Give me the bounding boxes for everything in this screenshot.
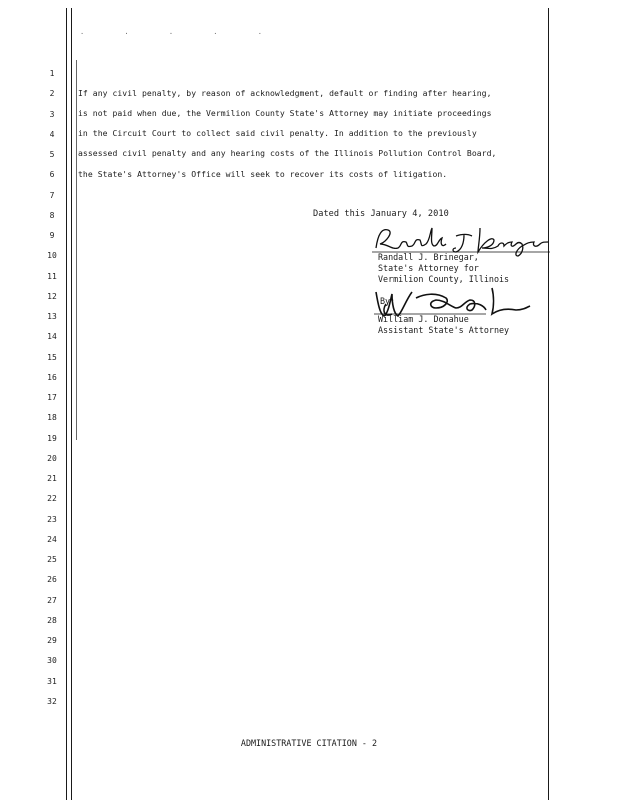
line-number: 7	[49, 190, 55, 200]
line-number: 22	[47, 494, 57, 504]
line-number: 16	[47, 372, 57, 382]
line-number: 13	[47, 312, 57, 321]
sig-assistant-name: William J. Donahue	[378, 314, 469, 324]
body-line-5: assessed civil penalty and any hearing costs of the Illinois Pollution Control Board,	[78, 148, 497, 158]
line-number: 11	[47, 271, 57, 281]
body-line-4: in the Circuit Court to collect said civil penalty. In addition to the previously	[78, 128, 477, 138]
body-line-6: the State's Attorney's Office will seek to recover its costs of litigation.	[78, 169, 448, 179]
line-number: 25	[47, 555, 57, 564]
body-line-2: If any civil penalty, by reason of acknowledgment, default or finding after hearing,	[78, 88, 492, 98]
sig-name: Randall J. Brinegar,	[378, 252, 479, 262]
right-margin-rule	[548, 8, 549, 800]
line-number: 29	[47, 636, 57, 645]
line-number: 5	[49, 150, 55, 159]
dated-line: Dated this January 4, 2010	[313, 209, 449, 219]
line-number: 14	[47, 332, 57, 342]
line-number: 17	[47, 393, 57, 402]
line-number: 24	[47, 534, 57, 544]
line-number: 15	[47, 352, 57, 362]
footer-caption: ADMINISTRATIVE CITATION - 2	[240, 738, 378, 748]
line-number: 3	[49, 109, 55, 119]
line-number: 1	[49, 69, 55, 78]
scan-specks: · · · · ·	[80, 30, 280, 38]
line-number: 4	[49, 129, 55, 139]
line-number: 19	[47, 433, 57, 443]
line-number: 28	[47, 615, 57, 625]
line-number: 18	[47, 413, 57, 423]
line-number: 20	[47, 453, 57, 463]
line-number: 10	[47, 251, 57, 261]
left-margin-rule-inner	[71, 8, 72, 800]
line-number: 21	[47, 474, 57, 483]
line-number: 26	[47, 575, 57, 585]
margin-tick	[76, 60, 77, 440]
line-number: 27	[47, 595, 57, 605]
line-number: 30	[47, 656, 57, 666]
line-number: 6	[49, 170, 55, 180]
line-number: 8	[49, 210, 55, 220]
body-line-3: is not paid when due, the Vermilion County State's Attorney may initiate proceedings	[78, 108, 492, 118]
sig-county: Vermilion County, Illinois	[378, 274, 510, 284]
line-number: 9	[49, 231, 55, 240]
sig-title: State's Attorney for	[378, 263, 479, 273]
sig-assistant-title: Assistant State's Attorney	[378, 325, 510, 335]
left-margin-rule-outer	[66, 8, 67, 800]
line-number: 2	[49, 89, 55, 99]
line-number: 12	[47, 291, 57, 301]
line-number: 32	[47, 696, 57, 706]
line-number: 31	[47, 676, 57, 686]
sig-by-label: By:	[380, 296, 396, 306]
line-number: 23	[47, 514, 57, 524]
